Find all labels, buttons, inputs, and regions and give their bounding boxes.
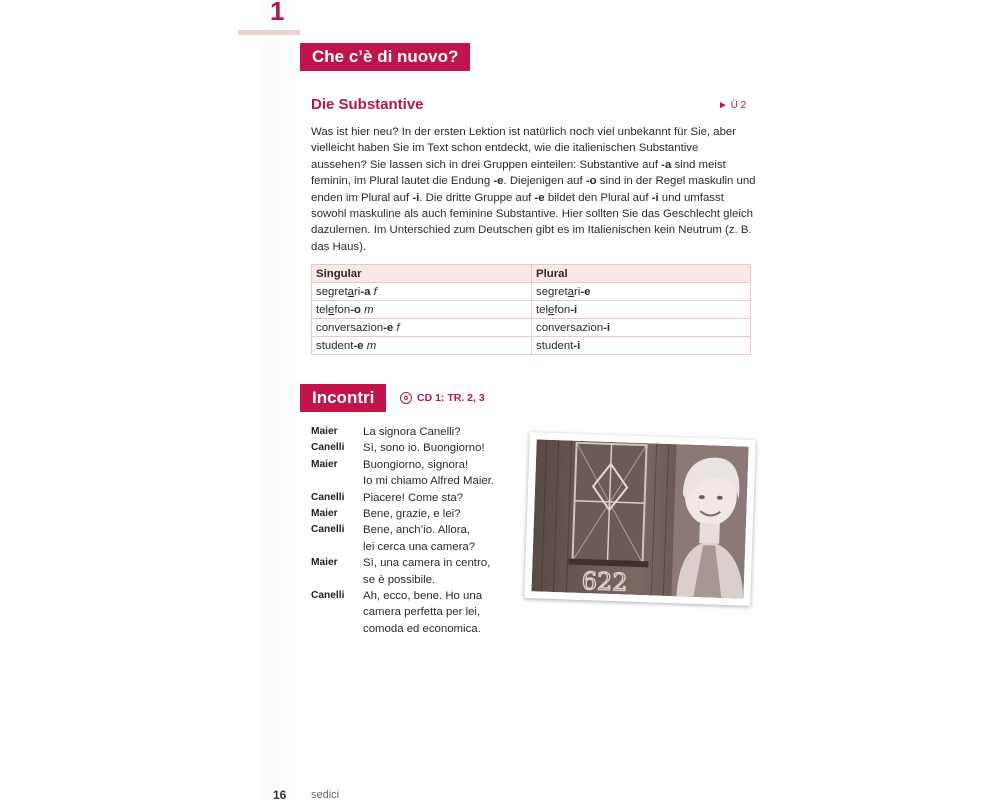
dialogue-line: Bene, anch’io. Allora, (363, 524, 471, 537)
text-run: m (364, 303, 374, 316)
text-run: f (373, 285, 377, 298)
dialogue-row (311, 621, 513, 637)
table-cell-plural (532, 301, 751, 319)
grammar-paragraph (311, 124, 756, 255)
text-run: sind in der Regel maskulin und enden im Plural auf (311, 175, 756, 204)
header-plural: Plural (532, 265, 751, 283)
table-row (312, 301, 751, 319)
dialogue-speaker (311, 621, 363, 637)
dialogue-speaker (311, 539, 363, 555)
dialogue-row (311, 506, 513, 522)
table-row (312, 337, 751, 355)
text-run: -i (651, 191, 659, 204)
table-cell-plural (532, 319, 751, 337)
text-run: -o (350, 303, 361, 316)
dialogue-row (311, 588, 513, 604)
grammar-subtitle: Die Substantive (311, 96, 424, 113)
dialogue-speaker (311, 473, 363, 489)
dialogue-line: camera perfetta per lei, (363, 606, 481, 619)
dialogue-speaker (311, 572, 363, 588)
dialogue-speaker: Canelli (311, 442, 345, 454)
table-cell-plural (532, 337, 751, 355)
dialogue-row (311, 440, 513, 456)
text-run: ri (574, 285, 581, 298)
dialogue (311, 424, 513, 637)
dialogue-line: Bene, grazie, e lei? (363, 508, 461, 521)
exercise-cross-ref[interactable]: ► Ü 2 (718, 100, 747, 111)
text-run: -e (383, 321, 394, 334)
dialogue-speaker: Canelli (311, 524, 345, 536)
dialogue-row (311, 490, 513, 506)
dialogue-speaker: Maier (311, 458, 338, 470)
table-row (312, 283, 751, 301)
dialogue-speaker (311, 604, 363, 620)
dialogue-row (311, 424, 513, 440)
text-run: -o (585, 175, 597, 188)
photo-image (531, 439, 748, 598)
table-cell-singular (312, 301, 532, 319)
dialogue-row (311, 572, 513, 588)
table-body (312, 283, 751, 355)
dialogue-row (311, 555, 513, 571)
text-run: tel (536, 303, 549, 316)
text-run: -a (661, 158, 672, 171)
dialogue-line: Sì, una camera in centro, (363, 557, 491, 570)
dialogue-row (311, 457, 513, 473)
text-run: ri (354, 285, 361, 298)
text-run: fon (334, 303, 351, 316)
photo-woman-at-door (524, 432, 756, 606)
text-run: fon (554, 303, 571, 316)
section-title-new: Che c’è di nuovo? (300, 43, 470, 71)
text-run: . Diejenigen auf (503, 175, 586, 188)
text-run: conversazion (536, 321, 604, 334)
dialogue-line: Sì, sono io. Buongiorno! (363, 442, 485, 455)
table-cell-singular (312, 319, 532, 337)
text-run: student (316, 339, 354, 352)
cd-track-label: CD 1: TR. 2, 3 (417, 392, 485, 404)
text-run: -e (534, 191, 545, 204)
text-run: -i (570, 303, 578, 316)
text-run: segret (316, 285, 348, 298)
dialogue-row (311, 473, 513, 489)
text-run: f (396, 321, 400, 334)
text-run: -e (580, 285, 591, 298)
cd-track-ref[interactable] (400, 392, 485, 404)
section-title-incontri: Incontri (300, 384, 386, 412)
text-run: sind meist feminin, im Plural lautet die Endung (311, 158, 726, 188)
text-run: m (366, 339, 377, 352)
dialogue-row (311, 522, 513, 538)
dialogue-row (311, 604, 513, 620)
cd-icon (400, 392, 412, 404)
dialogue-line: La signora Canelli? (363, 426, 461, 438)
text-run: -e (353, 339, 364, 352)
text-run: Was ist hier neu? In der ersten Lektion ist natürlich noch viel unbekannt für Sie, aber vielleicht haben Sie im Text schon entdeckt, wie die italienischen Substantive aussehen? Sie lassen sich in drei Gruppen einteilen: Substantive auf (311, 126, 737, 171)
dialogue-line: Io mi chiamo Alfred Maier. (363, 475, 495, 488)
text-run: und umfasst sowohl maskuline als auch feminine Substantive. Hier sollten Sie das Geschlecht gleich dazulernen. Im Unterschied zum Deutschen gibt es im Italienischen kein Neutrum (z. B. das Haus). (311, 191, 753, 253)
page-number: 16 (273, 788, 287, 802)
text-run: bildet den Plural auf (544, 191, 652, 204)
text-run: -i (603, 321, 611, 334)
dialogue-line: se è possibile. (363, 573, 436, 586)
table-row (312, 319, 751, 337)
text-run: a (347, 285, 355, 298)
text-run: tel (316, 303, 329, 316)
page-number-word: sedici (311, 789, 340, 801)
dialogue-speaker: Maier (311, 508, 338, 520)
text-run: e (328, 303, 335, 316)
text-run: a (567, 285, 575, 298)
house-number: 622 (581, 567, 629, 597)
grammar-explanation (311, 124, 756, 255)
text-run: -i (573, 339, 581, 352)
text-run: -a (360, 285, 371, 298)
text-run: student (536, 339, 574, 352)
table-cell-plural (532, 283, 751, 301)
dialogue-speaker: Canelli (311, 590, 345, 602)
text-run: -i (412, 191, 420, 204)
text-run: -e (493, 175, 504, 188)
dialogue-line: Buongiorno, signora! (363, 458, 469, 471)
dialogue-line: Ah, ecco, bene. Ho una (363, 590, 483, 603)
table-cell-singular (312, 337, 532, 355)
dialogue-speaker: Maier (311, 557, 338, 569)
dialogue-line: lei cerca una camera? (363, 540, 476, 553)
text-run: conversazion (316, 321, 384, 334)
noun-ending-table (311, 264, 751, 355)
header-singular: Singular (312, 265, 532, 283)
chapter-number: 1 (270, 0, 285, 26)
text-run: . Die dritte Gruppe auf (419, 191, 535, 204)
table-header-row (312, 265, 751, 283)
table-cell-singular (312, 283, 532, 301)
text-run: e (548, 303, 555, 316)
dialogue-speaker: Canelli (311, 491, 345, 503)
dialogue-line: comoda ed economica. (363, 622, 481, 635)
dialogue-row (311, 539, 513, 555)
text-run: segret (536, 285, 568, 298)
chapter-bar (238, 30, 300, 35)
dialogue-line: Piacere! Come sta? (363, 491, 464, 504)
dialogue-speaker: Maier (311, 426, 338, 437)
